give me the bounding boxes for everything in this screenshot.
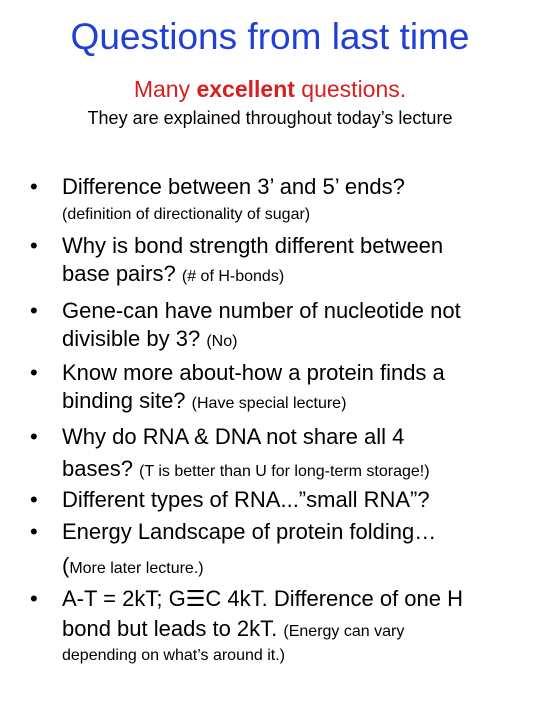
- bullet-note: (T is better than U for long-term storage!): [139, 463, 430, 480]
- bullet-symbol: •: [30, 174, 38, 199]
- bullet-note: (No): [206, 333, 238, 350]
- bullet-symbol: •: [30, 360, 38, 385]
- bullet-note: (Have special lecture): [191, 395, 347, 412]
- subtitle-end: questions.: [294, 76, 407, 102]
- bullet-paren: (: [62, 553, 70, 578]
- slide-title: Questions from last time: [70, 16, 470, 57]
- bullet-text: Know more about-how a protein finds a: [62, 360, 445, 385]
- bullet-symbol: •: [30, 424, 38, 449]
- bullet-text: A-T = 2kT; G☰C 4kT. Difference of one H: [62, 586, 464, 611]
- bullet-text: Different types of RNA...”small RNA”?: [62, 487, 430, 512]
- bullet-note-cont: depending on what’s around it.): [62, 647, 285, 664]
- bullet-note: (Energy can vary: [283, 623, 405, 640]
- bullet-note: (definition of directionality of sugar): [62, 206, 311, 223]
- slide-subtitle: [0, 74, 540, 104]
- bullet-text-cont: binding site?: [62, 388, 186, 413]
- bullet-note: More later lecture.): [69, 560, 204, 577]
- bullet-text: Energy Landscape of protein folding…: [62, 519, 437, 544]
- subtitle-start: Many: [133, 76, 197, 102]
- bullet-text: Why is bond strength different between: [62, 233, 444, 258]
- bullet-text: Difference between 3’ and 5’ ends?: [62, 174, 405, 199]
- bullet-text: Gene-can have number of nucleotide not: [62, 298, 461, 323]
- bullet-text-cont: bases?: [62, 456, 133, 481]
- slide-subnote: They are explained throughout today’s lecture: [87, 108, 453, 128]
- bullet-symbol: •: [30, 487, 38, 512]
- bullet-symbol: •: [30, 298, 38, 323]
- bullet-note: (# of H-bonds): [181, 268, 285, 285]
- bullet-symbol: •: [30, 519, 38, 544]
- bullet-symbol: •: [30, 233, 38, 258]
- bullet-text-cont: divisible by 3?: [62, 326, 201, 351]
- bullet-text: Why do RNA & DNA not share all 4: [62, 424, 405, 449]
- bullet-text-cont: base pairs?: [62, 261, 176, 286]
- subtitle-emphasis: excellent: [196, 76, 295, 102]
- bullet-text-cont: bond but leads to 2kT.: [62, 616, 278, 641]
- bullet-symbol: •: [30, 586, 38, 611]
